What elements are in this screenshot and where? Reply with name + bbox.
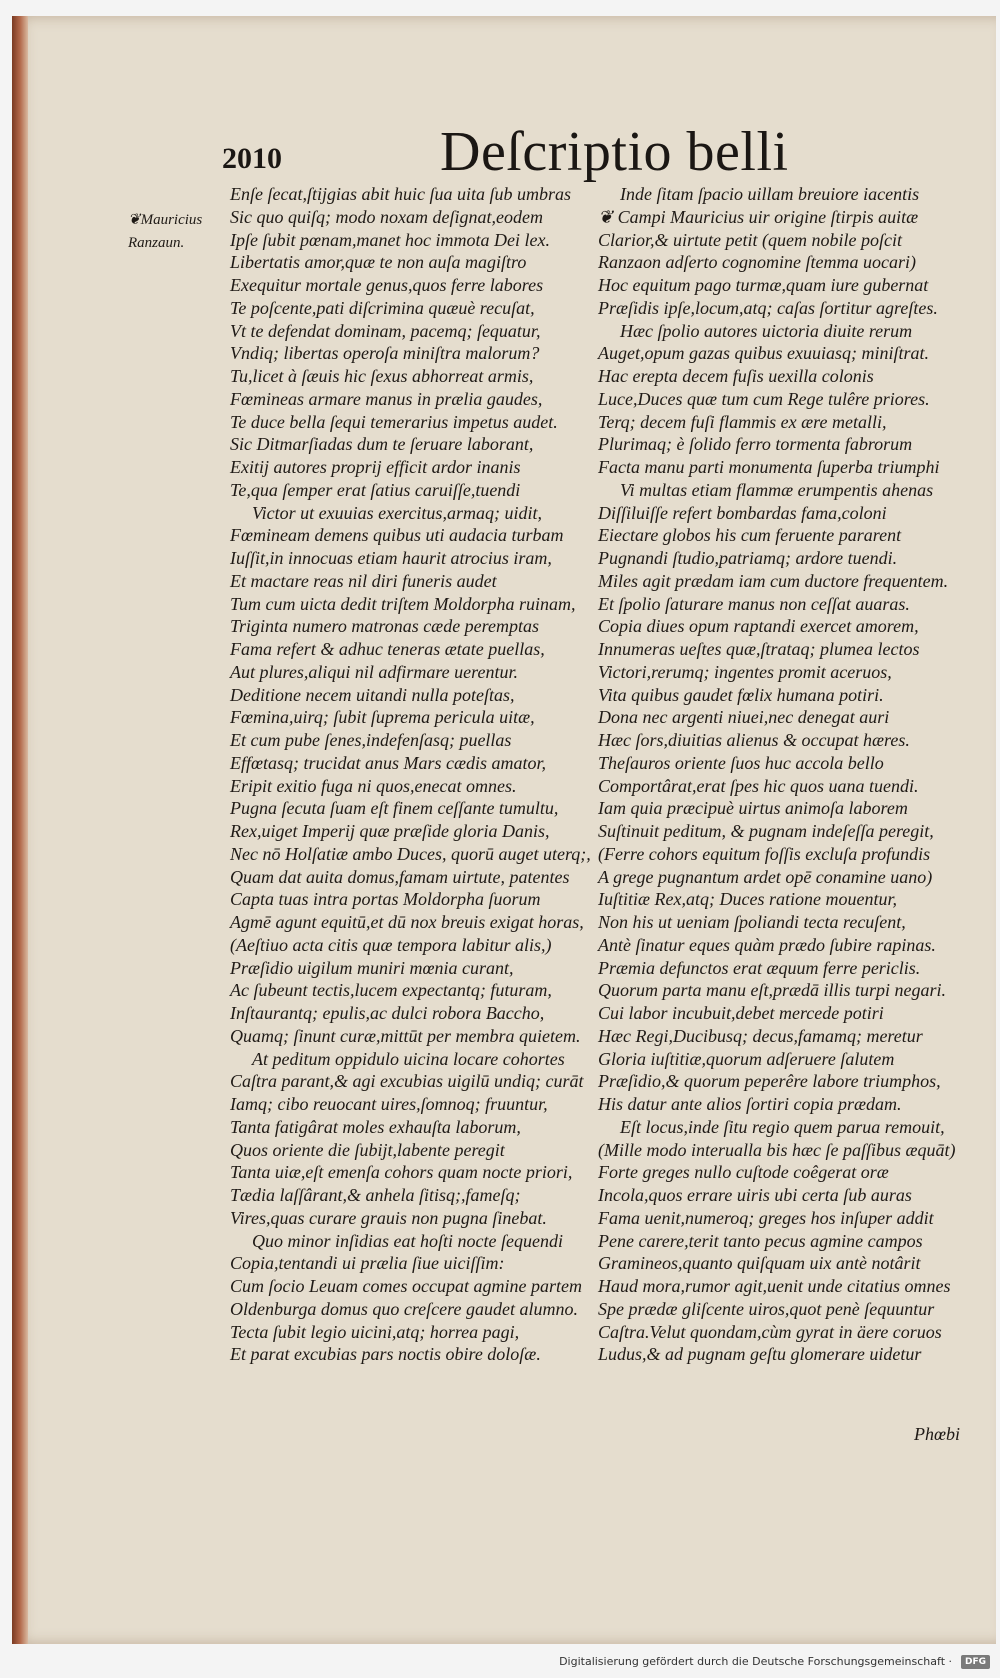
- verse-line: Vires,quas curare grauis non pugna ſinebat.: [230, 1207, 547, 1228]
- margin-note-line: Ranzaun.: [128, 235, 185, 251]
- verse-line: Comportârat,erat ſpes hic quos uana tuendi.: [598, 775, 919, 796]
- verse-line: Vt te defendat dominam, pacemq; ſequatur,: [230, 320, 541, 341]
- verse-line: Dona nec argenti niuei,nec denegat auri: [598, 707, 890, 728]
- verse-line: Fœmineas armare manus in prælia gaudes,: [230, 388, 543, 409]
- verse-line: Libertatis amor,quæ te non auſa magiſtro: [230, 252, 527, 273]
- verse-line: Spe prædæ gliſcente uiros,quot penè ſequuntur: [598, 1298, 935, 1319]
- verse-line: Iuſſit,in innocuas etiam haurit atrocius iram,: [230, 548, 552, 568]
- verse-line: Hæc ſpolio autores uictoria diuite rerum: [620, 320, 913, 341]
- verse-line: Hæc ſors,diuitias alienus & occupat hæres.: [598, 730, 910, 750]
- running-title: Deſcriptio belli: [440, 121, 789, 183]
- verse-line: Clarior,& uirtute petit (quem nobile poſcit: [598, 229, 902, 250]
- verse-line: Quam dat auita domus,famam uirtute, patentes: [230, 866, 570, 887]
- verse-line: Diſſiluiſſe refert bombardas fama,coloni: [598, 502, 887, 523]
- verse-line: ❦ Campi Mauricius uir origine ſtirpis auitæ: [598, 206, 919, 227]
- verse-line: Præſidio,& quorum peperêre labore triumphos,: [598, 1071, 941, 1092]
- verse-line: Incola,quos errare uiris ubi certa ſub auras: [598, 1185, 912, 1205]
- verse-line: Facta manu parti monumenta ſuperba triumphi: [598, 457, 940, 477]
- verse-line: Præſidio uigilum muniri mœnia curant,: [230, 957, 514, 978]
- verse-line: Plurimaq; è ſolido ferro tormenta fabrorum: [598, 434, 913, 455]
- verse-line: Iam quia præcipuè uirtus animoſa laborem: [598, 798, 908, 819]
- verse-line: (Mille modo interualla bis hæc ſe paſſibus æquāt): [598, 1139, 956, 1160]
- verse-line: Tecta ſubit legio uicini,atq; horrea pagi,: [230, 1321, 520, 1342]
- verse-line: Triginta numero matronas cæde peremptas: [230, 616, 539, 637]
- verse-line: Terq; decem fuſi flammis ex ære metalli,: [598, 411, 887, 432]
- verse-line: Vndiq; libertas operoſa miniſtra malorum?: [230, 343, 540, 364]
- verse-line: Oldenburga domus quo creſcere gaudet alumno.: [230, 1298, 578, 1319]
- verse-line: Victor ut exuuias exercitus,armaq; uidit,: [252, 502, 542, 523]
- verse-line: Exitij autores proprij efficit ardor inanis: [230, 457, 521, 477]
- verse-line: Haud mora,rumor agit,uenit unde citatius omnes: [598, 1276, 951, 1296]
- verse-line: Tædia laſſârant,& anhela ſitisq;,fameſq;: [230, 1185, 521, 1205]
- verse-line: Eripit exitio fuga ni quos,enecat omnes.: [230, 775, 517, 796]
- verse-line: Tu,licet à ſæuis hic ſexus abhorreat armis,: [230, 366, 534, 386]
- verse-line: Te poſcente,pati diſcrimina quæuè recuſat,: [230, 297, 535, 318]
- verse-line: Auget,opum gazas quibus exuuiasq; miniſtrat.: [598, 343, 929, 364]
- verse-line: Sic Ditmarſiadas dum te ſeruare laborant,: [230, 434, 534, 455]
- margin-note: [128, 209, 228, 255]
- footer-bar: [0, 1644, 1000, 1678]
- verse-line: Cum ſocio Leuam comes occupat agmine partem: [230, 1276, 582, 1296]
- verse-line: Inſtaurantq; epulis,ac dulci robora Baccho,: [230, 1003, 545, 1023]
- verse-line: (Aeſtiuo acta citis quæ tempora labitur alis,): [230, 934, 552, 955]
- verse-line: (Ferre cohors equitum foſſis excluſa profundis: [598, 843, 931, 864]
- right-text-column: [598, 183, 958, 1366]
- verse-line: Hæc Regi,Ducibusq; decus,famamq; meretur: [598, 1025, 923, 1046]
- verse-line: Iuſtitiæ Rex,atq; Duces ratione mouentur,: [598, 889, 897, 910]
- verse-line: Suſtinuit peditum, & pugnam indeſeſſa peregit,: [598, 821, 934, 841]
- verse-line: Fœmina,uirq; ſubit ſuprema pericula uitæ,: [230, 707, 535, 728]
- verse-line: Quos oriente die ſubijt,labente peregit: [230, 1139, 505, 1160]
- verse-line: Inde ſitam ſpacio uillam breuiore iacentis: [620, 184, 920, 204]
- verse-line: Vita quibus gaudet fœlix humana potiri.: [598, 684, 884, 705]
- verse-line: Miles agit prædam iam cum ductore frequentem.: [598, 570, 949, 591]
- verse-line: Agmē agunt equitū,et dū nox breuis exigat horas,: [230, 912, 584, 932]
- verse-line: Cui labor incubuit,debet mercede potiri: [598, 1003, 884, 1023]
- dfg-logo: DFG: [961, 1655, 990, 1669]
- verse-line: Præmia defunctos erat æquum ferre periclis.: [598, 957, 921, 978]
- verse-line: Et cum pube ſenes,indefenſasq; puellas: [230, 730, 512, 750]
- verse-line: Enſe ſecat,ſtijgias abit huic ſua uita ſub umbras: [230, 184, 571, 204]
- verse-line: Gloria iuſtitiæ,quorum adſeruere ſalutem: [598, 1048, 895, 1069]
- page-number: 2010: [222, 142, 282, 175]
- verse-line: Aut plures,aliqui nil adfirmare uerentur.: [230, 661, 518, 682]
- verse-line: Fœmineam demens quibus uti audacia turbam: [230, 525, 564, 546]
- verse-line: At peditum oppidulo uicina locare cohortes: [252, 1048, 565, 1069]
- verse-line: Pene carere,terit tanto pecus agmine campos: [598, 1230, 923, 1251]
- verse-line: Ludus,& ad pugnam geſtu glomerare uidetur: [598, 1344, 922, 1365]
- verse-line: Eſt locus,inde ſitu regio quem parua remouit,: [620, 1116, 945, 1137]
- verse-line: Ipſe ſubit pœnam,manet hoc immota Dei lex.: [230, 229, 550, 250]
- verse-line: Nec nō Holſatiæ ambo Duces, quorū auget uterq;,: [230, 843, 591, 864]
- verse-line: Capta tuas intra portas Moldorpha ſuorum: [230, 889, 541, 910]
- verse-line: Copia,tentandi ui prælia ſiue uiciſſim:: [230, 1253, 505, 1274]
- verse-line: Copia diues opum raptandi exercet amorem,: [598, 616, 919, 637]
- left-text-column: [230, 183, 591, 1366]
- verse-line: Innumeras ueſtes quæ,ſtrataq; plumea lectos: [598, 639, 920, 659]
- verse-line: Hoc equitum pago turmæ,quam iure gubernat: [598, 275, 929, 295]
- verse-line: Deditione necem uitandi nulla poteſtas,: [230, 684, 515, 705]
- verse-line: Te duce bella ſequi temerarius impetus audet.: [230, 411, 558, 432]
- verse-line: Quamq; ſinunt curæ,mittūt per membra quietem.: [230, 1025, 581, 1046]
- verse-line: Fama uenit,numeroq; greges hos inſuper addit: [598, 1207, 934, 1228]
- verse-line: Sic quo quiſq; modo noxam deſignat,eodem: [230, 206, 543, 227]
- verse-line: Pugna ſecuta ſuam eſt finem ceſſante tumultu,: [230, 798, 559, 819]
- verse-line: His datur ante alios ſortiri copia prædam.: [598, 1094, 902, 1114]
- verse-line: Fama refert & adhuc teneras ætate puellas,: [230, 639, 545, 659]
- verse-line: Et mactare reas nil diri funeris audet: [230, 570, 497, 591]
- verse-line: Antè ſinatur eques quàm prædo ſubire rapinas.: [598, 934, 936, 955]
- verse-line: Quorum parta manu eſt,prædā illis turpi negari.: [598, 980, 947, 1001]
- verse-line: Et ſpolio ſaturare manus non ceſſat auaras.: [598, 593, 910, 614]
- verse-line: Ranzaon adſerto cognomine ſtemma uocari): [598, 252, 916, 273]
- page-header: [210, 120, 970, 190]
- verse-line: Victori,rerumq; ingentes promit aceruos,: [598, 661, 892, 682]
- verse-line: Te,qua ſemper erat ſatius caruiſſe,tuendi: [230, 479, 521, 500]
- verse-line: Vi multas etiam flammæ erumpentis ahenas: [620, 479, 934, 500]
- verse-line: Gramineos,quanto quiſquam uix antè notârit: [598, 1253, 921, 1274]
- verse-line: Rex,uiget Imperij quæ præſide gloria Danis,: [230, 821, 550, 841]
- verse-line: Tanta uiæ,eſt emenſa cohors quam nocte priori,: [230, 1162, 573, 1183]
- verse-line: Et parat excubias pars noctis obire doloſæ.: [230, 1344, 541, 1365]
- verse-line: Hac erepta decem fuſis uexilla colonis: [598, 366, 874, 386]
- margin-note-line: ❦Mauricius: [128, 212, 203, 228]
- verse-line: Eiectare globos his cum feruente pararent: [598, 525, 902, 546]
- verse-line: Exequitur mortale genus,quos ferre labores: [230, 275, 544, 295]
- verse-line: Tanta fatigârat moles exhauſta laborum,: [230, 1116, 521, 1137]
- verse-line: A grege pugnantum ardet opē conamine uano): [598, 866, 933, 887]
- footer-credit: Digitalisierung gefördert durch die Deutsche Forschungsgemeinschaft ·: [559, 1655, 952, 1668]
- verse-line: Theſauros oriente ſuos huc accola bello: [598, 752, 884, 773]
- verse-line: Quo minor inſidias eat hoſti nocte ſequendi: [252, 1230, 563, 1251]
- verse-line: Tum cum uicta dedit triſtem Moldorpha ruinam,: [230, 593, 576, 614]
- verse-line: Pugnandi ſtudio,patriamq; ardore tuendi.: [598, 548, 898, 568]
- verse-line: Iamq; cibo reuocant uires,ſomnoq; fruuntur,: [230, 1094, 548, 1114]
- verse-line: Non his ut ueniam ſpoliandi tecta recuſent,: [598, 912, 906, 932]
- catchword: Phœbi: [913, 1424, 960, 1444]
- verse-line: Luce,Duces quæ tum cum Rege tulêre priores.: [598, 388, 930, 409]
- verse-line: Præſidis ipſe,locum,atq; caſas ſortitur agreſtes.: [598, 297, 938, 318]
- verse-line: Ac ſubeunt tectis,lucem expectantq; futuram,: [230, 980, 552, 1001]
- verse-line: Caſtra.Velut quondam,cùm gyrat in äere coruos: [598, 1321, 942, 1342]
- verse-line: Forte greges nullo cuſtode coêgerat oræ: [598, 1162, 889, 1183]
- verse-line: Effœtasq; trucidat anus Mars cædis amator,: [230, 752, 547, 773]
- verse-line: Caſtra parant,& agi excubias uigilū undiq; curāt: [230, 1071, 584, 1092]
- page-binding-edge: [12, 16, 28, 1644]
